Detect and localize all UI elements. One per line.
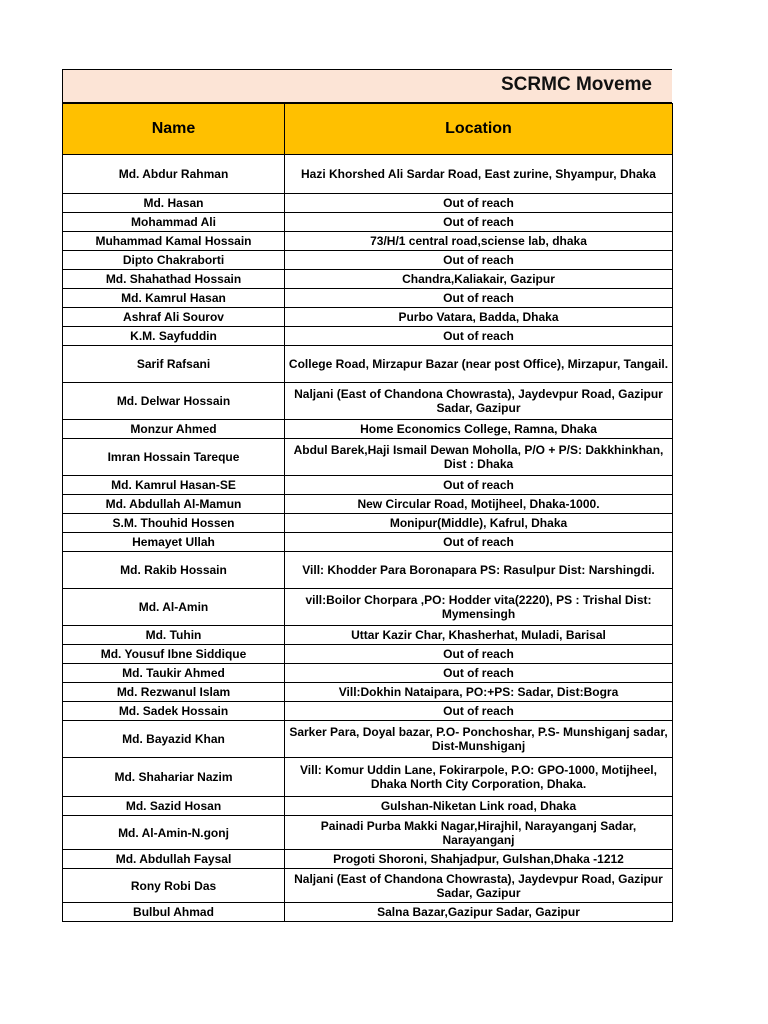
location-cell: Hazi Khorshed Ali Sardar Road, East zurine, Shyampur, Dhaka bbox=[285, 155, 673, 194]
name-cell: Md. Bayazid Khan bbox=[63, 721, 285, 758]
name-cell: Md. Abdur Rahman bbox=[63, 155, 285, 194]
name-cell: Md. Taukir Ahmed bbox=[63, 664, 285, 683]
location-cell: Out of reach bbox=[285, 476, 673, 495]
table-row bbox=[63, 816, 673, 850]
name-cell: Md. Sazid Hosan bbox=[63, 797, 285, 816]
table-row bbox=[63, 683, 673, 702]
table-row bbox=[63, 155, 673, 194]
name-cell: Ashraf Ali Sourov bbox=[63, 308, 285, 327]
location-cell: Out of reach bbox=[285, 213, 673, 232]
location-cell: Salna Bazar,Gazipur Sadar, Gazipur bbox=[285, 903, 673, 922]
location-cell: Naljani (East of Chandona Chowrasta), Jaydevpur Road, Gazipur Sadar, Gazipur bbox=[285, 869, 673, 903]
name-cell: S.M. Thouhid Hossen bbox=[63, 514, 285, 533]
name-cell: Md. Rezwanul Islam bbox=[63, 683, 285, 702]
location-cell: Uttar Kazir Char, Khasherhat, Muladi, Barisal bbox=[285, 626, 673, 645]
name-cell: Md. Shahariar Nazim bbox=[63, 758, 285, 797]
name-cell: K.M. Sayfuddin bbox=[63, 327, 285, 346]
location-cell: Out of reach bbox=[285, 533, 673, 552]
location-cell: Gulshan-Niketan Link road, Dhaka bbox=[285, 797, 673, 816]
sheet-title: SCRMC Moveme bbox=[501, 74, 652, 95]
name-cell: Md. Delwar Hossain bbox=[63, 383, 285, 420]
name-cell: Md. Rakib Hossain bbox=[63, 552, 285, 589]
header-row bbox=[63, 104, 673, 155]
table-row bbox=[63, 533, 673, 552]
location-cell: Sarker Para, Doyal bazar, P.O- Ponchoshar, P.S- Munshiganj sadar, Dist-Munshiganj bbox=[285, 721, 673, 758]
name-cell: Muhammad Kamal Hossain bbox=[63, 232, 285, 251]
spreadsheet bbox=[62, 69, 672, 922]
table-row bbox=[63, 439, 673, 476]
table-row bbox=[63, 346, 673, 383]
location-cell: Chandra,Kaliakair, Gazipur bbox=[285, 270, 673, 289]
table-row bbox=[63, 251, 673, 270]
location-cell: Vill:Dokhin Nataipara, PO:+PS: Sadar, Dist:Bogra bbox=[285, 683, 673, 702]
location-cell: Progoti Shoroni, Shahjadpur, Gulshan,Dhaka -1212 bbox=[285, 850, 673, 869]
table-row bbox=[63, 702, 673, 721]
name-cell: Md. Shahathad Hossain bbox=[63, 270, 285, 289]
name-cell: Md. Yousuf Ibne Siddique bbox=[63, 645, 285, 664]
location-cell: vill:Boilor Chorpara ,PO: Hodder vita(2220), PS : Trishal Dist: Mymensingh bbox=[285, 589, 673, 626]
table-row bbox=[63, 758, 673, 797]
table-row bbox=[63, 476, 673, 495]
name-cell: Rony Robi Das bbox=[63, 869, 285, 903]
table-row bbox=[63, 721, 673, 758]
table-row bbox=[63, 664, 673, 683]
name-cell: Md. Al-Amin bbox=[63, 589, 285, 626]
table-row bbox=[63, 626, 673, 645]
table-row bbox=[63, 289, 673, 308]
table-row bbox=[63, 552, 673, 589]
name-cell: Imran Hossain Tareque bbox=[63, 439, 285, 476]
table-row bbox=[63, 383, 673, 420]
table-row bbox=[63, 232, 673, 251]
location-cell: Monipur(Middle), Kafrul, Dhaka bbox=[285, 514, 673, 533]
table-row bbox=[63, 869, 673, 903]
name-cell: Sarif Rafsani bbox=[63, 346, 285, 383]
table-row bbox=[63, 797, 673, 816]
name-cell: Md. Al-Amin-N.gonj bbox=[63, 816, 285, 850]
movement-table bbox=[62, 103, 673, 922]
name-cell: Md. Hasan bbox=[63, 194, 285, 213]
name-cell: Hemayet Ullah bbox=[63, 533, 285, 552]
title-row bbox=[62, 69, 672, 103]
name-cell: Md. Sadek Hossain bbox=[63, 702, 285, 721]
location-cell: Out of reach bbox=[285, 251, 673, 270]
location-cell: Out of reach bbox=[285, 194, 673, 213]
location-cell: 73/H/1 central road,sciense lab, dhaka bbox=[285, 232, 673, 251]
location-cell: Out of reach bbox=[285, 702, 673, 721]
table-row bbox=[63, 194, 673, 213]
name-cell: Md. Abdullah Al-Mamun bbox=[63, 495, 285, 514]
location-cell: College Road, Mirzapur Bazar (near post Office), Mirzapur, Tangail. bbox=[285, 346, 673, 383]
table-row bbox=[63, 514, 673, 533]
name-cell: Monzur Ahmed bbox=[63, 420, 285, 439]
table-row bbox=[63, 327, 673, 346]
table-row bbox=[63, 645, 673, 664]
name-cell: Md. Kamrul Hasan-SE bbox=[63, 476, 285, 495]
column-header-name: Name bbox=[63, 104, 285, 155]
location-cell: Naljani (East of Chandona Chowrasta), Jaydevpur Road, Gazipur Sadar, Gazipur bbox=[285, 383, 673, 420]
location-cell: Out of reach bbox=[285, 664, 673, 683]
location-cell: Vill: Komur Uddin Lane, Fokirarpole, P.O: GPO-1000, Motijheel, Dhaka North City Corporation, Dhaka. bbox=[285, 758, 673, 797]
name-cell: Mohammad Ali bbox=[63, 213, 285, 232]
location-cell: Vill: Khodder Para Boronapara PS: Rasulpur Dist: Narshingdi. bbox=[285, 552, 673, 589]
table-row bbox=[63, 270, 673, 289]
location-cell: New Circular Road, Motijheel, Dhaka-1000. bbox=[285, 495, 673, 514]
name-cell: Bulbul Ahmad bbox=[63, 903, 285, 922]
table-row bbox=[63, 420, 673, 439]
table-row bbox=[63, 850, 673, 869]
table-row bbox=[63, 213, 673, 232]
name-cell: Md. Kamrul Hasan bbox=[63, 289, 285, 308]
location-cell: Painadi Purba Makki Nagar,Hirajhil, Narayanganj Sadar, Narayanganj bbox=[285, 816, 673, 850]
table-row bbox=[63, 589, 673, 626]
location-cell: Out of reach bbox=[285, 327, 673, 346]
name-cell: Md. Tuhin bbox=[63, 626, 285, 645]
location-cell: Purbo Vatara, Badda, Dhaka bbox=[285, 308, 673, 327]
location-cell: Out of reach bbox=[285, 289, 673, 308]
column-header-location: Location bbox=[285, 104, 673, 155]
name-cell: Dipto Chakraborti bbox=[63, 251, 285, 270]
table-row bbox=[63, 903, 673, 922]
location-cell: Home Economics College, Ramna, Dhaka bbox=[285, 420, 673, 439]
location-cell: Out of reach bbox=[285, 645, 673, 664]
location-cell: Abdul Barek,Haji Ismail Dewan Moholla, P/O + P/S: Dakkhinkhan, Dist : Dhaka bbox=[285, 439, 673, 476]
name-cell: Md. Abdullah Faysal bbox=[63, 850, 285, 869]
table-row bbox=[63, 308, 673, 327]
table-row bbox=[63, 495, 673, 514]
